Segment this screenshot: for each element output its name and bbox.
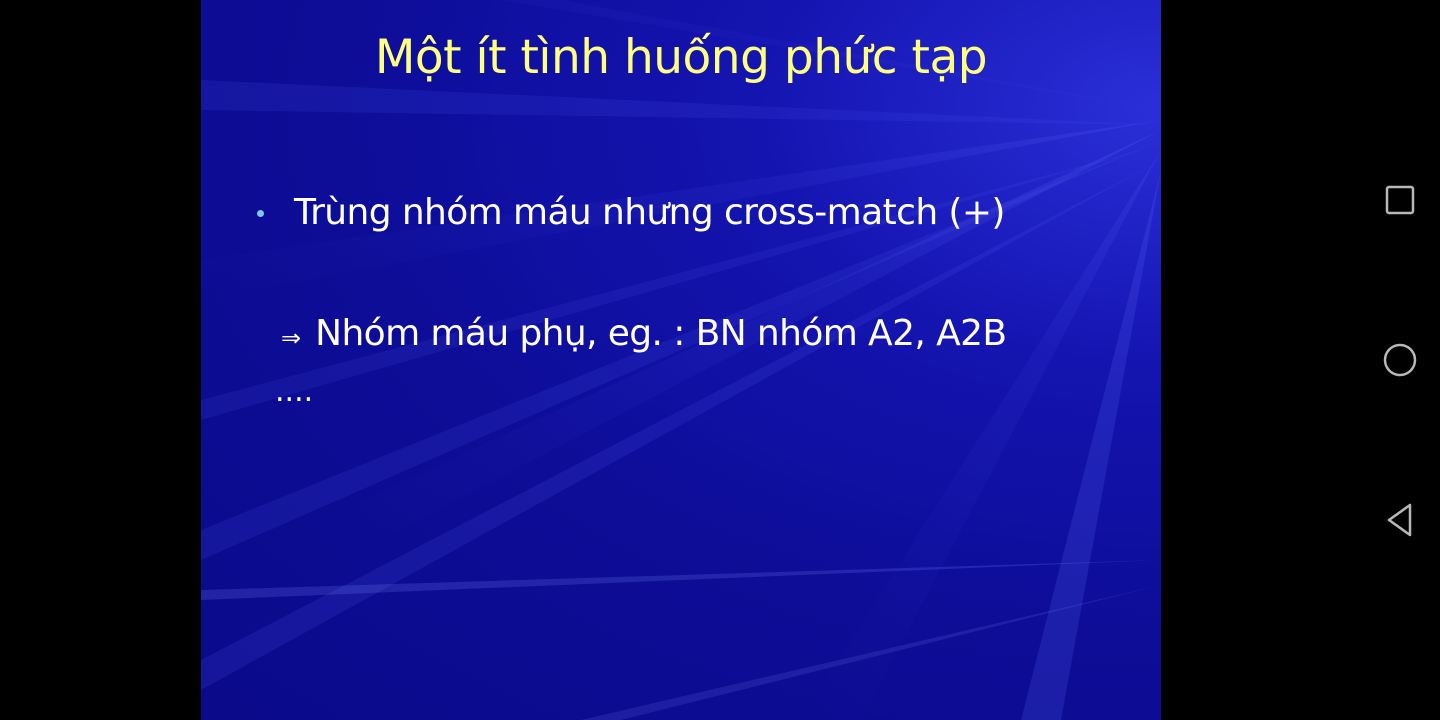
triangle-back-icon [1384,502,1416,538]
ellipsis-text: .... [275,374,314,409]
bullet-dot [257,210,264,217]
circle-icon [1382,342,1418,378]
background-rays [201,0,1161,720]
implies-arrow-icon: ⇒ [281,323,302,352]
square-icon [1384,184,1416,216]
home-button[interactable] [1380,340,1420,380]
recent-apps-button[interactable] [1380,180,1420,220]
implication-text: Nhóm máu phụ, eg. : BN nhóm A2, A2B [315,313,1007,354]
bullet-text: Trùng nhóm máu nhưng cross-match (+) [294,192,1005,233]
implication-item [281,313,1007,354]
bullet-item [257,192,1005,233]
back-button[interactable] [1380,500,1420,540]
slide-title: Một ít tình huống phức tạp [374,30,988,85]
presentation-slide [201,0,1161,720]
